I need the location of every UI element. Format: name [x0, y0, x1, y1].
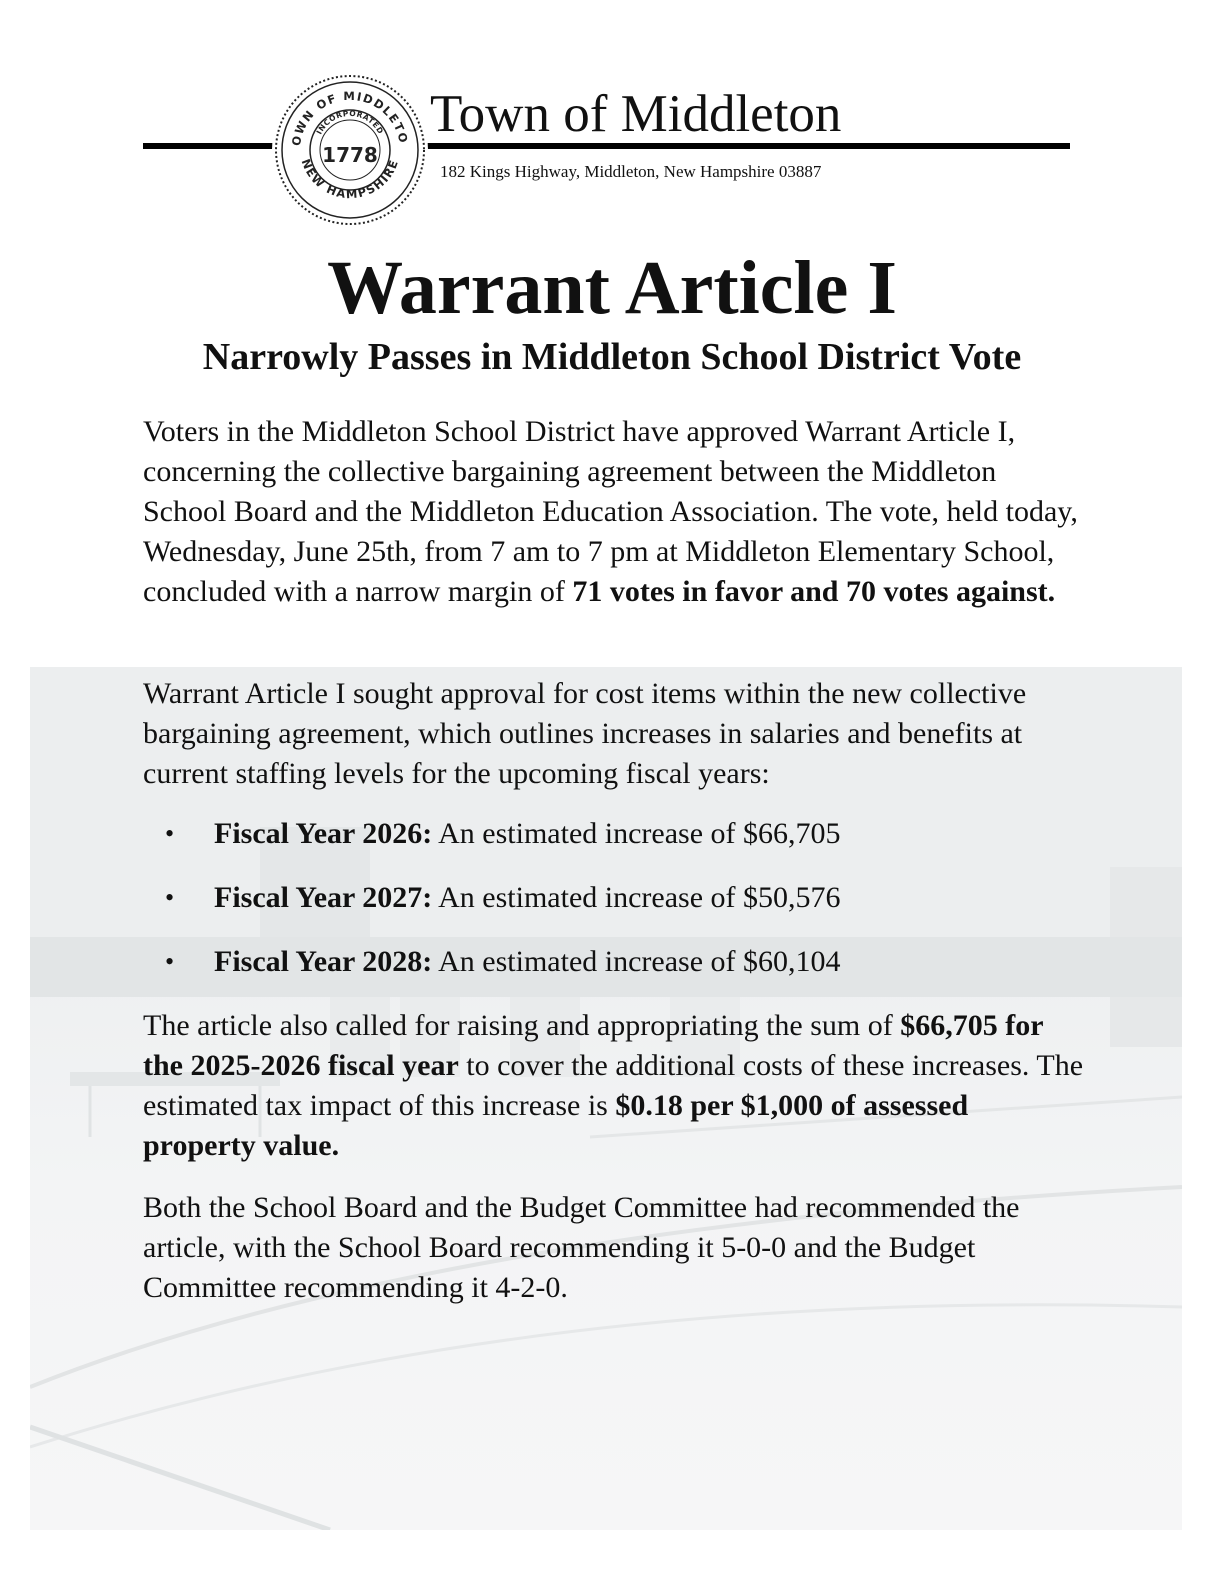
vote-count: 71 votes in favor and 70 votes against. — [572, 575, 1056, 608]
fiscal-year-amount: An estimated increase of $50,576 — [432, 881, 841, 914]
tax-impact: $0.18 per $1,000 of assessed property value. — [143, 1089, 969, 1162]
paragraph-recommendations: Both the School Board and the Budget Committee had recommended the article, with the School Board recommending it 5-0-0 and the Budget Committee recommending it 4-2-0. — [143, 1191, 1020, 1304]
page-title: Warrant Article I — [327, 246, 897, 330]
appropriation-amount: $66,705 for the 2025-2026 fiscal year — [143, 1009, 1044, 1082]
bullet-icon: • — [165, 947, 175, 976]
fiscal-year-list — [143, 812, 1083, 1004]
bullet-icon: • — [165, 819, 175, 848]
fiscal-year-label: Fiscal Year 2027: — [214, 881, 433, 914]
paragraph-vote-result — [143, 412, 1083, 612]
seal-year: 1778 — [322, 143, 378, 167]
fiscal-year-label: Fiscal Year 2026: — [214, 817, 433, 850]
seal-inner-text: INCORPORATED — [314, 108, 386, 136]
town-name: Town of Middleton — [430, 85, 842, 143]
letterhead — [0, 0, 1224, 240]
seal-bottom-text: NEW HAMPSHIRE — [298, 156, 402, 202]
list-item — [143, 876, 1083, 940]
fiscal-year-amount: An estimated increase of $60,104 — [432, 945, 841, 978]
paragraph-appropriation — [143, 1006, 1083, 1166]
seal-top-text: OWN OF MIDDLETO — [289, 88, 411, 147]
list-item — [143, 940, 1083, 1004]
list-item — [143, 812, 1083, 876]
bullet-icon: • — [165, 883, 175, 912]
town-address: 182 Kings Highway, Middleton, New Hampshire 03887 — [440, 162, 822, 181]
paragraph-text: to cover the additional costs of these increases. The estimated tax impact of this increase is — [143, 1049, 1084, 1122]
paragraph-article-purpose: Warrant Article I sought approval for cost items within the new collective bargaining agreement, which outlines increases in salaries and benefits at current staffing levels for the upcoming fiscal years: — [143, 677, 1027, 790]
paragraph-text: The article also called for raising and appropriating the sum of — [143, 1009, 901, 1042]
fiscal-year-amount: An estimated increase of $66,705 — [432, 817, 841, 850]
town-seal — [272, 72, 428, 228]
paragraph-text: Voters in the Middleton School District have approved Warrant Article I, concerning the collective bargaining agreement between the Middleton School Board and the Middleton Education Association. The vote, held today, Wednesday, June 25th, from 7 am to 7 pm at Middleton Elementary School, concluded with a narrow margin of — [143, 415, 1078, 608]
fiscal-year-label: Fiscal Year 2028: — [214, 945, 433, 978]
page-subtitle: Narrowly Passes in Middleton School District Vote — [202, 336, 1022, 378]
